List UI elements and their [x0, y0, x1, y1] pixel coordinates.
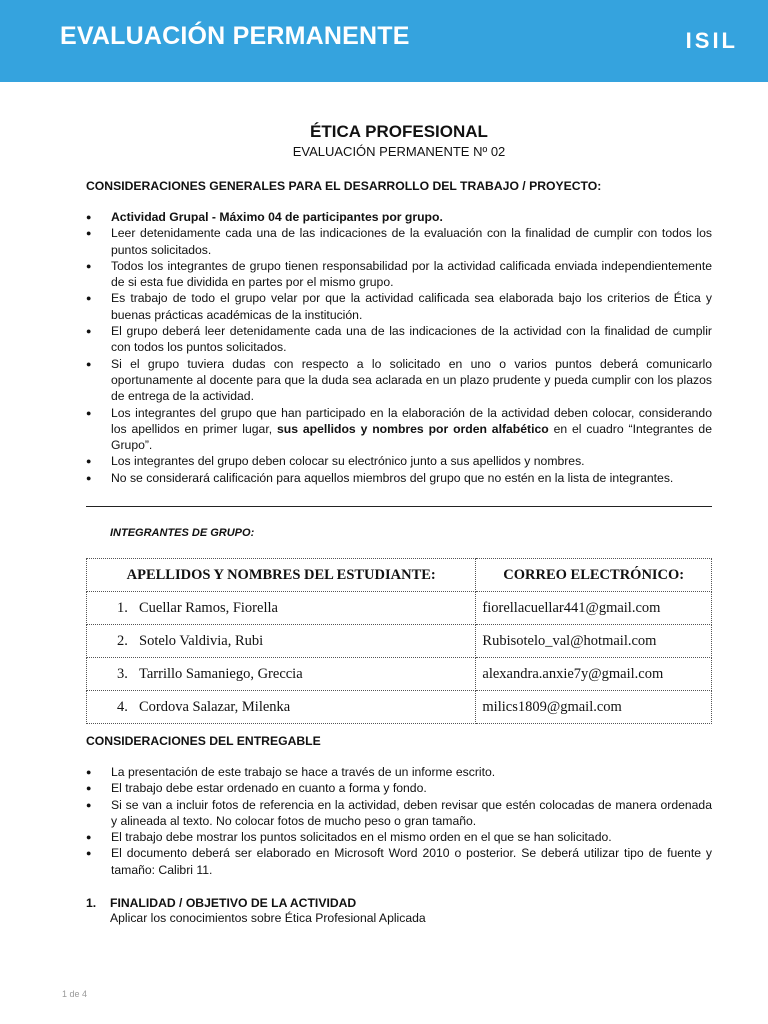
- list-item: [86, 258, 712, 291]
- table-row: [87, 592, 712, 625]
- list-item-text: El trabajo debe estar ordenado en cuanto a forma y fondo.: [111, 781, 427, 796]
- student-name: Cuellar Ramos, Fiorella: [139, 599, 278, 616]
- bold-text: sus apellidos y nombres por orden alfabético: [276, 421, 549, 436]
- list-item-text: Leer detenidamente cada una de las indicaciones de la evaluación con la finalidad de cumplir con todos los puntos solicitados.: [111, 226, 712, 257]
- list-item-text: en el cuadro “Integrantes de Grupo”.: [111, 421, 712, 453]
- list-item-text: El trabajo debe mostrar los puntos solicitados en el mismo orden en el que se han solicitado.: [111, 830, 612, 845]
- column-header-name: APELLIDOS Y NOMBRES DEL ESTUDIANTE:: [87, 559, 476, 592]
- objective-body: Aplicar los conocimientos sobre Ética Profesional Aplicada: [110, 911, 426, 926]
- row-number: 4.: [117, 698, 128, 715]
- list-item-text: No se considerará calificación para aquellos miembros del grupo que no estén en la lista de integrantes.: [111, 470, 674, 485]
- student-name: Tarrillo Samaniego, Greccia: [139, 665, 303, 682]
- list-item-text: Si el grupo tuviera dudas con respecto a lo solicitado en uno o varios puntos deberá comunicarlo oportunamente al docente para que la duda sea aclarada en un plazo prudente y pueda cumplir con los plazos de entrega de la actividad.: [111, 356, 712, 404]
- list-item-text: Los integrantes del grupo que han participado en la elaboración de la actividad deben colocar, considerando los apellidos en primer lugar,: [111, 405, 712, 436]
- list-item: [86, 225, 712, 258]
- student-name-cell: [87, 691, 476, 724]
- isil-logo: ISIL: [685, 28, 738, 53]
- row-number: 3.: [117, 665, 128, 682]
- list-item: [86, 405, 712, 454]
- section-objective: [86, 896, 712, 927]
- column-header-email: CORREO ELECTRÓNICO:: [476, 559, 712, 592]
- list-item-text: Los integrantes del grupo deben colocar su electrónico junto a sus apellidos y nombres.: [111, 454, 585, 469]
- list-item: [86, 845, 712, 878]
- deliverable-list: [86, 764, 712, 878]
- student-name-cell: [87, 658, 476, 691]
- student-email: Rubisotelo_val@hotmail.com: [476, 625, 712, 658]
- bold-text: Actividad Grupal - Máximo 04 de participantes por grupo.: [111, 210, 443, 224]
- list-item: [86, 323, 712, 356]
- list-item: [86, 290, 712, 323]
- list-item: [86, 470, 712, 486]
- deliverable-heading: CONSIDERACIONES DEL ENTREGABLE: [86, 734, 321, 748]
- student-email: milics1809@gmail.com: [476, 691, 712, 724]
- student-email: alexandra.anxie7y@gmail.com: [476, 658, 712, 691]
- list-item-text: El documento deberá ser elaborado en Microsoft Word 2010 o posterior. Se deberá utilizar tipo de fuente y tamaño: Calibri 11.: [111, 846, 712, 877]
- list-item-text: El grupo deberá leer detenidamente cada una de las indicaciones de la actividad con la finalidad de cumplir con todos los puntos solicitados.: [111, 324, 712, 355]
- list-item: [86, 829, 712, 845]
- student-name-cell: [87, 592, 476, 625]
- list-item-text: Si se van a incluir fotos de referencia en la actividad, deben revisar que estén colocadas de manera ordenada y alineada al texto. No colocar fotos de mucho peso o gran tamaño.: [111, 797, 712, 828]
- document-title: ÉTICA PROFESIONAL: [310, 122, 488, 141]
- document-body: [86, 118, 712, 539]
- list-item: [86, 209, 712, 225]
- student-name-cell: [87, 625, 476, 658]
- student-name: Cordova Salazar, Milenka: [139, 698, 291, 715]
- list-item: [86, 797, 712, 830]
- list-item: [86, 356, 712, 405]
- group-members-label: INTEGRANTES DE GRUPO:: [110, 527, 255, 540]
- banner-title: EVALUACIÓN PERMANENTE: [60, 22, 410, 50]
- divider: [86, 506, 712, 507]
- list-item-text: Es trabajo de todo el grupo velar por que la actividad calificada sea elaborada bajo los criterios de Ética y buenas prácticas académicas de la institución.: [111, 291, 712, 322]
- student-email: fiorellacuellar441@gmail.com: [476, 592, 712, 625]
- row-number: 1.: [117, 599, 128, 616]
- student-name: Sotelo Valdivia, Rubi: [139, 632, 264, 649]
- list-item: [86, 764, 712, 780]
- general-considerations-heading: CONSIDERACIONES GENERALES PARA EL DESARROLLO DEL TRABAJO / PROYECTO:: [86, 179, 602, 193]
- table-header-row: [87, 559, 712, 592]
- header-banner: [0, 0, 768, 82]
- objective-title: FINALIDAD / OBJETIVO DE LA ACTIVIDAD: [110, 896, 357, 911]
- table-row: [87, 658, 712, 691]
- document-subtitle: EVALUACIÓN PERMANENTE Nº 02: [292, 144, 506, 159]
- group-members-table: [86, 558, 712, 724]
- table-row: [87, 691, 712, 724]
- list-item: [86, 780, 712, 796]
- list-item-text: Todos los integrantes de grupo tienen responsabilidad por la actividad calificada enviada independientemente de si esta fue dividida en partes por el mismo grupo.: [111, 258, 712, 290]
- list-item-text: La presentación de este trabajo se hace a través de un informe escrito.: [111, 765, 496, 779]
- page-number: 1 de 4: [62, 989, 88, 999]
- general-considerations-list: [86, 209, 712, 486]
- objective-heading: [86, 896, 712, 910]
- row-number: 2.: [117, 632, 128, 649]
- deliverable-section: [86, 734, 712, 927]
- table-row: [87, 625, 712, 658]
- objective-number: 1.: [86, 896, 97, 911]
- list-item: [86, 453, 712, 469]
